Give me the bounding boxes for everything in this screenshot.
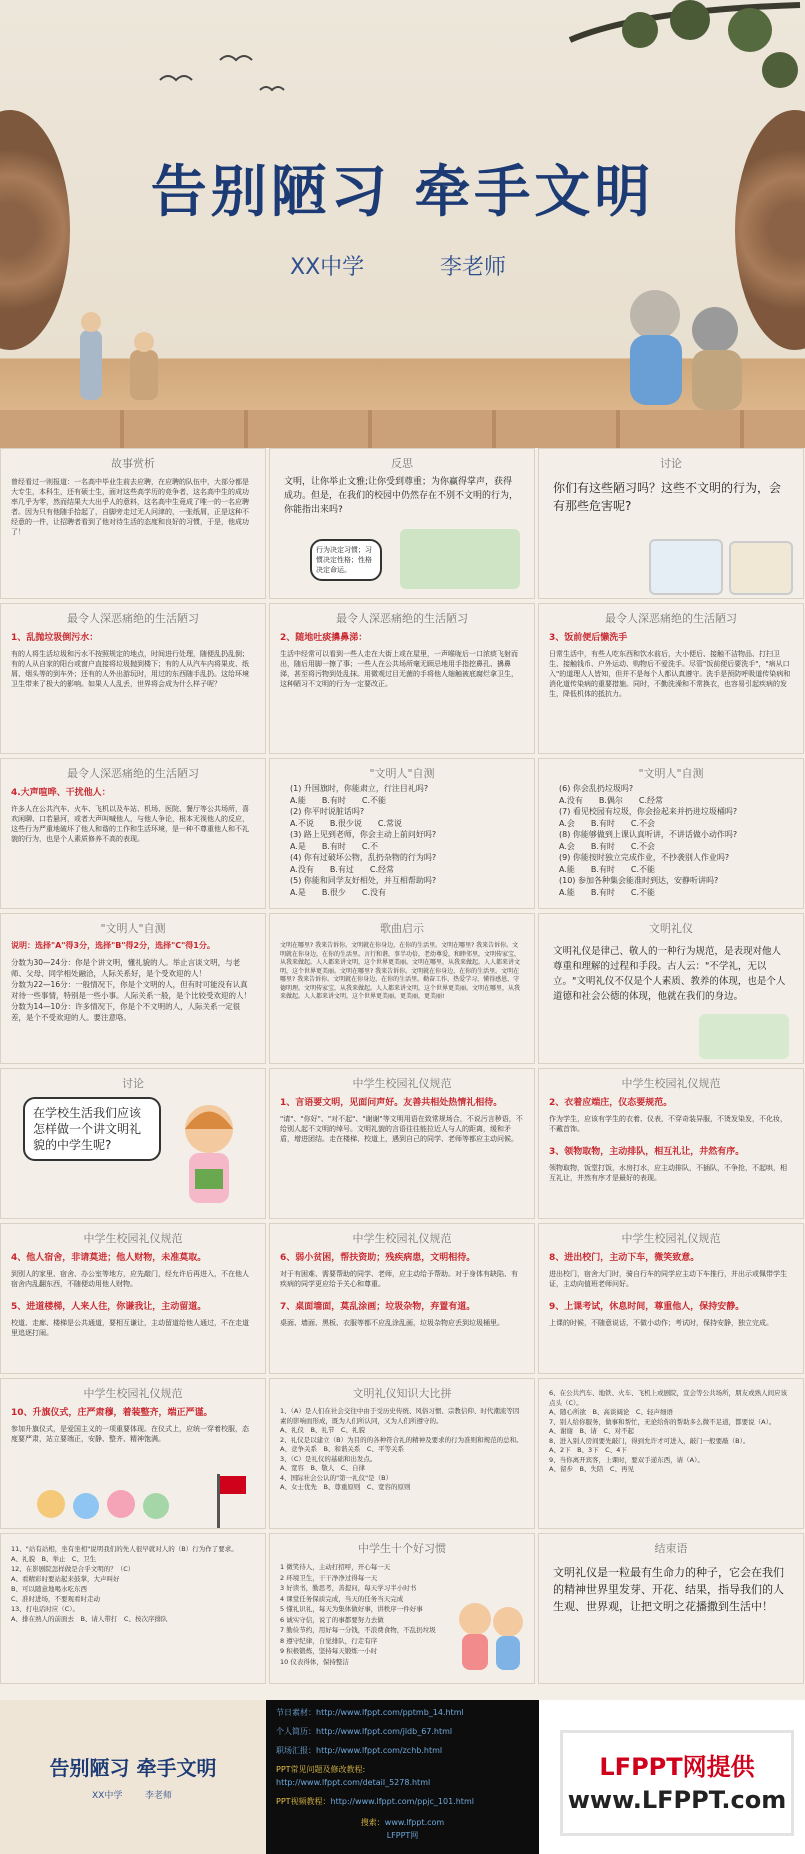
slide-text: 进出校门，宿舍大门时，骑自行车的同学应主动下车推行，并出示或佩带学生证，主动向值班老师问好。 <box>549 1270 787 1288</box>
cover-school: XX中学 <box>290 255 365 280</box>
slide-heading: 4.大声喧哗、干扰他人： <box>11 788 111 798</box>
slide-title: 中学生十个好习惯 <box>358 1542 446 1555</box>
slide-title: "文明人"自测 <box>638 767 704 780</box>
slide-text: 领物取物，饭堂打饭，水房打水，应主动排队，不插队，不争抢，不起哄，相互礼让，井然有序才是最好的表现。 <box>549 1164 787 1182</box>
slide-heading: 9、上课考试，休息时间，尊重他人，保持安静。 <box>549 1302 745 1312</box>
slide-heading: 3、饭前便后懒洗手 <box>549 633 628 643</box>
slide-text: 到别人的家里、宿舍、办公室等地方，应先敲门，经允许后再进入，不在他人宿舍内乱翻东西，不随便动用他人财物。 <box>11 1270 249 1288</box>
link-search[interactable]: www.lfppt.com <box>384 1818 445 1827</box>
resource-links: 节日素材：http://www.lfppt.com/pptmb_14.html 个人简历：http://www.lfppt.com/jldb_67.html 职场汇报：http://www.lfppt.com/zchb.html PPT常见问题及修改教程: http://www.lfppt.com/detail_5278.html PPT视频教程：http://www.lfppt.com/ppjc_101.html 搜索：www.lfppt.com LFPPT网 <box>266 1700 539 1854</box>
question-list: (6) 你会乱扔垃圾吗? A.没有 B.偶尔 C.经常 (7) 看见校园有垃圾，你会捡起来并扔进垃圾桶吗? A.会 B.有时 C.不会 (8) 你能够做到上课认真听讲，不讲话做小动作吗? A.会 B.有时 C.不会 (9) 你能按时独立完成作业，不抄袭别人作业吗? A.能 B.有时 C.不能 (10) 参加各种集会能准时到达，安静听讲吗? A.能 B.有时 C.不能 <box>559 784 738 897</box>
slide-etiquette[interactable] <box>538 913 804 1064</box>
slide-title: 中学生校园礼仪规范 <box>352 1232 452 1245</box>
cover-slide <box>0 0 805 448</box>
slide-text: 许多人在公共汽车、火车、飞机以及车站、机场、医院、餐厅等公共场所，喜欢闲聊、口若悬河，或者大声叫喊他人，与他人争论，根本无视他人的反应，这些行为严重地破坏了他人和谐的工作和生活环境，是一种不尊重他人和不礼貌的行为，也是个人素质修养不高的表现。 <box>11 805 249 843</box>
quote-bubble: 行为决定习惯；习惯决定性格；性格决定命运。 <box>310 539 382 581</box>
slide-heading: 10、升旗仪式，庄严肃穆，着装整齐，端正严谨。 <box>11 1408 213 1418</box>
students-illustration <box>699 1014 789 1059</box>
slide-heading: 6、弱小贫困，帮扶资助；残疾病患，文明相待。 <box>280 1253 476 1263</box>
mini-school: XX中学 <box>92 1791 123 1801</box>
slide-conclusion[interactable] <box>538 1533 804 1684</box>
slide-discussion-2[interactable] <box>0 1068 266 1219</box>
slide-text: 桌面、墙面、黑板、衣服等都不应乱涂乱画，垃圾杂物应丢到垃圾桶里。 <box>280 1319 504 1327</box>
slide-rule-4[interactable] <box>269 1223 535 1374</box>
slide-quiz-3[interactable] <box>0 1533 266 1684</box>
slide-song[interactable] <box>269 913 535 1064</box>
slide-quiz-1[interactable] <box>269 1378 535 1529</box>
slide-heading: 7、桌面墙面，莫乱涂画；垃圾杂物，弃置有道。 <box>280 1302 476 1312</box>
slide-title: 文明礼仪 <box>649 922 693 935</box>
slide-story[interactable] <box>0 448 266 599</box>
score-list: 分数为30—24分：你是个讲文明，懂礼貌的人。举止言谈文明，与老师、父母、同学相处融洽，人际关系好，是个受欢迎的人！ 分数为22—16分：一般情况下，你是个文明的人，但有时可能没有认真对待一些事情，特别是一些小事。人际关系一般，是个比较受欢迎的人！ 分数为14—10分：许多情况下，你是个不文明的人，人际关系一定很差，是个不受欢迎的人。要注意咯。 <box>11 958 251 1022</box>
habit-list: 1 微笑待人，主动打招呼，开心每一天 2 环境卫生，干干净净过得每一天 3 好读书，勤思考，善提问，每天学习半小时书 4 课堂任务保质完成，当天的任务当天完成 5 懂礼识礼，每天为集体做好事，讲秩序一件好事 6 诚实守信，说了的事都要努力去做 7 勤俭节约，用好每一分钱，不浪费食物，不乱扔垃圾 8 遵守纪律，自觉排队，行走有序 9 积极锻炼，坚持每天锻炼一小时 10 仪表得体，保持整洁 <box>280 1563 436 1666</box>
slide-habit-4[interactable] <box>0 758 266 909</box>
cover-title: 告别陋习 牵手文明 <box>150 160 655 225</box>
cover-teacher: 李老师 <box>440 255 507 280</box>
slide-title: "文明人"自测 <box>369 767 435 780</box>
slide-discussion[interactable] <box>538 448 804 599</box>
slide-rule-2[interactable] <box>538 1068 804 1219</box>
mini-title: 告别陋习 牵手文明 <box>49 1756 217 1780</box>
slide-title: 歌曲启示 <box>380 922 424 935</box>
slide-text: "请"、"你好"、"对不起"、"谢谢"等文明用语在致常规场合，不说污言秽语，不给别人起不文明的绰号。文明礼貌的言语往往能拉近人与人的距离，缓和矛盾，增进团结。走在楼梯、校道上，遇到自己的同学、老师等都应主动问候。 <box>280 1115 523 1143</box>
litter-photo <box>649 539 723 595</box>
quiz-list: 1、（A）是人们在社会交往中由于受历史传统、风俗习惯、宗教信仰、时代潮流等因素的影响而形成，既为人们所认同，又为人们所遵守的。 A、礼仪 B、礼节 C、礼貌 2、礼仪是以建立（B）为目的的各种符合礼的精神及要求的行为准则和规范的总和。 A、竞争关系 B、和谐关系 C、平等关系 3、（C）是礼仪的基础和出发点。 A、宽容 B、敬人 C、自律 4、国际社会公认的"第一礼仪"是（B） A、女士优先 B、尊重原则 C、宽容的原则 <box>280 1407 523 1491</box>
slide-text: 日常生活中，有些人吃东西和饮水前后，大小便后、接触不洁物品、打扫卫生、接触钱币、户外运动、购物后不爱洗手。尽管"饭前便后要洗手"，"病从口入"的道理人人皆知，但并不是每个人都认真遵守。洗手是预防呼吸道传染病和消化道传染病的重要措施。同时，不勤洗澡和不常换衣，也容易引起疾病的发生，降低机体的抵抗力。 <box>549 650 791 698</box>
slide-heading: 5、进道楼梯，人来人往，你谦我让，主动留道。 <box>11 1302 207 1312</box>
slide-text: 参加升旗仪式，是爱国主义的一项重要体现。在仪式上，应统一穿着校服，态度要严肃，站立要端正，安静、整齐、精神饱满。 <box>11 1425 249 1443</box>
slide-text: 校道、走廊、楼梯是公共通道，要相互谦让，主动留道给他人通过，不在走道里追逐打闹。 <box>11 1319 249 1337</box>
slide-title: "文明人"自测 <box>100 922 166 935</box>
slide-heading: 2、衣着应端庄，仪态要规范。 <box>549 1098 673 1108</box>
slide-text: 文明在哪里? 我来告诉你。文明就在你身边，在你的生活里。文明在哪里? 我来告诉你。文明就在你身边，在你的生活里。言行和谐，事半功倍，老幼尊爱，和睦邻里，文明传家宝，从我来做起。人人都来讲文明，这个世界更美丽。文明在哪里，从我来做起。人人都来讲文明，这个世界更美丽。文明在哪里? 我来告诉你。文明就在你身边，在你的生活里。文明在哪里? 我来告诉你。文明就在你身边，在你的生活里。勤奋工作，热爱学习，懂得感恩，守德明理。文明传家宝，从我来做起。人人都来讲文明，这个世界更美丽。文明在哪里，从我来做起。人人都来讲文明，这个世界更美丽。更美丽，更美丽! <box>280 942 521 1000</box>
birds-icon <box>150 40 300 100</box>
slide-habit-2[interactable] <box>269 603 535 754</box>
slide-selftest-2[interactable] <box>538 758 804 909</box>
mini-teacher: 李老师 <box>145 1791 173 1801</box>
slide-title: 讨论 <box>660 457 682 470</box>
slide-heading: 3、领物取物，主动排队，相互礼让，井然有序。 <box>549 1147 745 1157</box>
question-bubble: 在学校生活我们应该怎样做一个讲文明礼貌的中学生呢? <box>23 1097 161 1161</box>
brand-line-2: www.LFPPT.com <box>567 1786 787 1814</box>
quiz-list: 6、在公共汽车、地铁、火车、飞机上或剧院，宣会等公共场所，朋友或熟人间应该点头（C）。 A、随心所欲 B、高谈阔论 C、轻声细语 7、别人给你服务，做事和帮忙，无论给你的帮助多么微不足道，都要说（A）。 A、谢谢 B、请 C、对不起 8、进入别人房间要先敲门，得到允许才可进入，敲门一般要敲（B）。 A、2下 B、3下 C、4下 9、当你离开宾客，上课时，要双手递东西，请（A）。 A、留步 B、失陪 C、再见 <box>549 1389 788 1473</box>
slide-title: 反思 <box>391 457 413 470</box>
slide-heading: 1、乱抛垃圾倒污水： <box>11 633 99 643</box>
slide-reflection[interactable] <box>269 448 535 599</box>
slide-rule-3[interactable] <box>0 1223 266 1374</box>
link-holiday[interactable]: http://www.lfppt.com/pptmb_14.html <box>316 1708 464 1717</box>
slide-habit-3[interactable] <box>538 603 804 754</box>
slide-text: 文明礼仪是一粒最有生命力的种子，它会在我们的精神世界里发芽、开花、结果，指导我们的人生观、世界观，让把文明之花播撒到生活中！ <box>553 1566 784 1613</box>
girl-reading-icon <box>169 1099 249 1214</box>
slide-title: 结束语 <box>654 1542 688 1555</box>
slide-text: 文明，让你举止文雅;让你受到尊重；为你赢得掌声，获得成功。但是，在我们的校园中仍然存在不别不文明的行为，你能指出来吗? <box>284 477 519 515</box>
link-resume[interactable]: http://www.lfppt.com/jldb_67.html <box>316 1727 453 1736</box>
slide-title: 中学生校园礼仪规范 <box>621 1077 721 1090</box>
slide-text: 作为学生，应该有学生的衣着、仪表，不穿奇装异服，不烫发染发，不化妆，不戴首饰。 <box>549 1115 787 1133</box>
slide-heading: 8、进出校门，主动下车，微笑致意。 <box>549 1253 700 1263</box>
slide-title: 中学生校园礼仪规范 <box>83 1387 183 1400</box>
slide-selftest-3[interactable] <box>0 913 266 1064</box>
kids-icon <box>450 1594 530 1679</box>
brand-small: LFPPT网 <box>386 1831 419 1840</box>
slide-heading: 2、随地吐痰擤鼻涕： <box>280 633 368 643</box>
slide-title: 中学生校园礼仪规范 <box>621 1232 721 1245</box>
slide-title: 最令人深恶痛绝的生活陋习 <box>67 767 199 780</box>
slide-title: 中学生校园礼仪规范 <box>352 1077 452 1090</box>
brand-line-1: LFPPT网提供 <box>599 1753 755 1781</box>
slide-flag-ceremony[interactable] <box>0 1378 266 1529</box>
trash-photo <box>729 541 793 595</box>
link-video[interactable]: http://www.lfppt.com/ppjc_101.html <box>330 1797 474 1806</box>
slide-quiz-2[interactable] <box>538 1378 804 1529</box>
slide-text: 文明礼仪是律己、敬人的一种行为规范，是表现对他人尊重和理解的过程和手段。古人云："不学礼，无以立。"文明礼仪不仅是个人素质、教养的体现，也是个人道德和社会公德的体现，他就在我们的身边。 <box>553 946 786 1002</box>
slide-title: 文明礼仪知识大比拼 <box>352 1387 452 1400</box>
slide-text: 有的人将生活垃圾和污水不按照规定的地点，时间进行处理，随便乱扔乱倒；有的人从自家的阳台或窗户直接将垃圾抛到楼下；有的人从汽车内将果皮、纸屑、烟头等的到车外；还有的人外出游玩时，用过的东西随手乱扔。这给环境卫生带来了极大的影响。如果人人乱丢，世界将会成为什么样子呢？ <box>11 650 249 688</box>
slide-text: 生活中经常可以看到一些人走在大街上或在屋里，一声喉咙后一口浓痰飞射而出，随后用脚一擦了事；一些人在公共场所毫无顾忌地用手指挖鼻孔、擤鼻涕，甚至将污物到处乱抹。用微观过目无菌的手将他人缩触被底腐烂拿卫生，这种陋习不文明的行为一定要改正。 <box>280 650 518 688</box>
footer-strip <box>0 1700 805 1854</box>
slide-heading: 1、言语要文明，见面问声好。友善共相处热情礼相待。 <box>280 1098 503 1108</box>
slide-title: 最令人深恶痛绝的生活陋习 <box>67 612 199 625</box>
campus-illustration <box>400 529 520 589</box>
flag-raising-icon <box>21 1474 251 1529</box>
slide-title: 最令人深恶痛绝的生活陋习 <box>605 612 737 625</box>
wooden-floor <box>0 410 805 448</box>
question-list: (1) 升国旗时，你能肃立，行注目礼吗? A.能 B.有时 C.不能 (2) 你平时说脏话吗? A.不说 B.很少说 C.常说 (3) 路上见到老师，你会主动上前问好吗? A.是 B.有时 C.不 (4) 你有过破坏公物，乱扔杂物的行为吗? A.没有 B.有过 C.经常 (5) 你能和同学友好相处，并互相帮助吗? A.是 B.很少 C.没有 <box>290 784 437 897</box>
slide-text: 曾经看过一则报道：一名高中毕业生前去应聘，在应聘的队伍中，大部分都是大专生，本科生，还有硕士生，面对这些高学历的竞争者，这名高中生的成功率几乎为零，然而结果大大出乎人的意料，这名高中生竟成了唯一的一名应聘者。因为只有他随手拾起了，自脚旁走过无人问津的，一张纸屑，正是这种不经意的一件，让招聘者看到了他对待生活的态度和良好的习惯，于是，他成功了！ <box>11 478 249 536</box>
slide-title: 中学生校园礼仪规范 <box>83 1232 183 1245</box>
link-faq[interactable]: http://www.lfppt.com/detail_5278.html <box>276 1778 431 1787</box>
slide-title: 讨论 <box>122 1077 144 1090</box>
slide-heading: 说明：选择"A"得3分，选择"B"得2分，选择"C"得1分。 <box>11 941 215 950</box>
quiz-list: 11、"站有站相，坐有坐相"说明我们的先人很早就对人的（B）行为作了要求。 A、礼貌 B、举止 C、卫生 12、在影剧院怎样做是合乎文明的？（C） A、看精彩时要站起来鼓掌，大声叫好 B、可以随意地喝水吃东西 C、准时进场，不要观看时走动 13、打电话时应（C）。 A、排在熟人的前面去 B、请人带打 C、按次序排队 <box>11 1545 238 1623</box>
ancient-figures-icon <box>60 300 200 410</box>
slide-text: 上课的时候，不随意说话，不做小动作；考试时，保持安静，独立完成。 <box>549 1319 773 1327</box>
slide-habit-1[interactable] <box>0 603 266 754</box>
elderly-couple-icon <box>600 280 770 420</box>
slide-selftest-1[interactable] <box>269 758 535 909</box>
slide-title: 最令人深恶痛绝的生活陋习 <box>336 612 468 625</box>
slide-text: 对于有困难、需要帮助的同学、老师，应主动给予帮助。对于身体有缺陷、有疾病的同学更应给予关心和尊重。 <box>280 1270 518 1288</box>
brand-box[interactable] <box>560 1730 794 1836</box>
mini-cover[interactable] <box>0 1700 266 1854</box>
pine-branch-icon <box>560 0 805 110</box>
slide-title: 故事赏析 <box>111 457 155 470</box>
slide-good-habits[interactable] <box>269 1533 535 1684</box>
link-report[interactable]: http://www.lfppt.com/zchb.html <box>316 1746 443 1755</box>
slide-heading: 4、他人宿舍，非请莫进；他人财物，未准莫取。 <box>11 1253 207 1263</box>
slide-rule-5[interactable] <box>538 1223 804 1374</box>
slide-rule-1[interactable] <box>269 1068 535 1219</box>
slide-text: 你们有这些陋习吗？这些不文明的行为，会有那些危害呢? <box>553 481 782 513</box>
